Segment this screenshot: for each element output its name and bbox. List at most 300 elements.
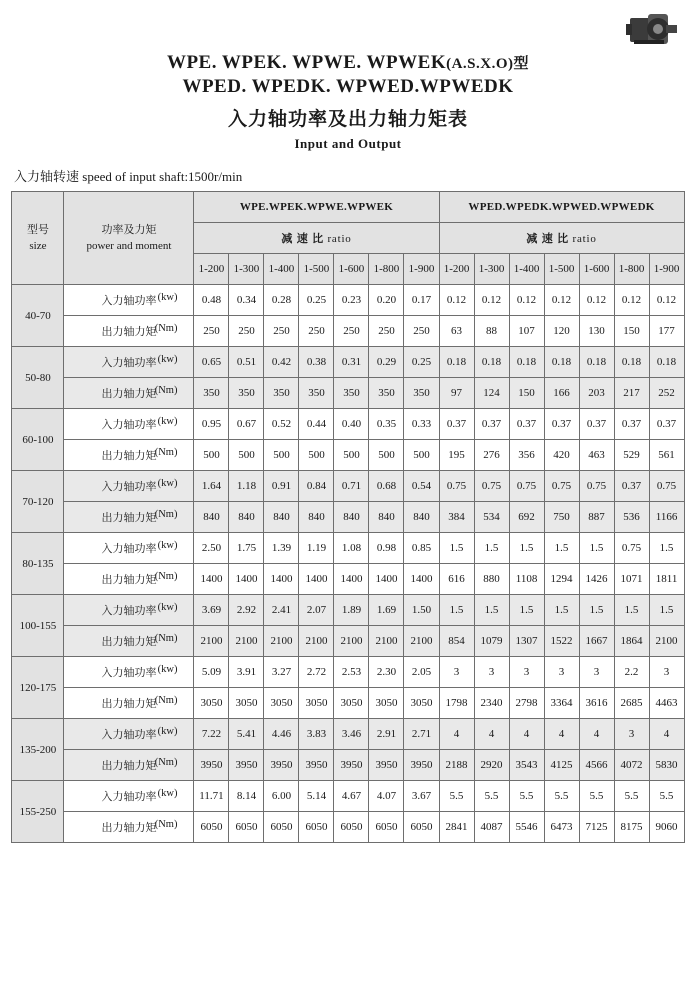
- cell-moment-value: 250: [194, 316, 229, 347]
- cell-moment-value: 840: [334, 502, 369, 533]
- cell-moment-value: 384: [439, 502, 474, 533]
- row-unit-moment: (Nm): [154, 447, 178, 458]
- cell-moment-value: 3950: [194, 750, 229, 781]
- cell-moment-value: 250: [299, 316, 334, 347]
- cell-power-value: 2.53: [334, 657, 369, 688]
- cell-moment-value: 2188: [439, 750, 474, 781]
- cell-moment-value: 500: [299, 440, 334, 471]
- cell-moment-value: 250: [334, 316, 369, 347]
- cell-moment-value: 150: [509, 378, 544, 409]
- cell-power-value: 3: [509, 657, 544, 688]
- cell-moment-value: 350: [334, 378, 369, 409]
- cell-power-value: 5.14: [299, 781, 334, 812]
- header-power-moment: [64, 192, 194, 285]
- cell-power-value: 0.34: [229, 285, 264, 316]
- cell-power-value: 3.27: [264, 657, 299, 688]
- cell-power-value: 5.5: [509, 781, 544, 812]
- cell-power-value: 1.5: [614, 595, 649, 626]
- cell-power-value: 1.5: [544, 595, 579, 626]
- cell-power-value: 0.12: [579, 285, 614, 316]
- cell-power-value: 4: [544, 719, 579, 750]
- cell-power-value: 0.18: [439, 347, 474, 378]
- cell-moment-value: 854: [439, 626, 474, 657]
- cell-moment-value: 6050: [194, 812, 229, 843]
- row-size-label: 60-100: [12, 409, 64, 471]
- cell-power-value: 2.05: [404, 657, 439, 688]
- cell-power-value: 0.67: [229, 409, 264, 440]
- ratio-col-header: 1-500: [299, 254, 334, 285]
- cell-power-value: 0.12: [544, 285, 579, 316]
- row-label-power: [64, 533, 194, 564]
- cell-moment-value: 3050: [299, 688, 334, 719]
- cell-moment-value: 1071: [614, 564, 649, 595]
- row-label-power: [64, 471, 194, 502]
- title-chinese: 入力轴功率及出力轴力矩表: [227, 109, 468, 130]
- row-unit-power: (kw): [157, 602, 178, 613]
- row-label-power-text: 入力轴功率: [101, 667, 157, 679]
- cell-moment-value: 2100: [229, 626, 264, 657]
- row-label-power-text: 入力轴功率: [101, 791, 157, 803]
- cell-power-value: 0.37: [649, 409, 684, 440]
- cell-moment-value: 561: [649, 440, 684, 471]
- cell-moment-value: 880: [474, 564, 509, 595]
- cell-power-value: 0.98: [369, 533, 404, 564]
- cell-power-value: 4: [579, 719, 614, 750]
- cell-moment-value: 1522: [544, 626, 579, 657]
- cell-power-value: 2.41: [264, 595, 299, 626]
- cell-moment-value: 203: [579, 378, 614, 409]
- cell-power-value: 3: [579, 657, 614, 688]
- cell-moment-value: 500: [369, 440, 404, 471]
- row-label-moment-text: 出力轴力矩: [101, 388, 157, 400]
- row-label-power: [64, 347, 194, 378]
- row-unit-moment: (Nm): [154, 509, 178, 520]
- cell-power-value: 0.12: [509, 285, 544, 316]
- header-size-en: size: [29, 240, 47, 252]
- cell-moment-value: 3050: [369, 688, 404, 719]
- row-label-power: [64, 719, 194, 750]
- cell-power-value: 1.5: [649, 533, 684, 564]
- cell-moment-value: 120: [544, 316, 579, 347]
- cell-moment-value: 9060: [649, 812, 684, 843]
- cell-moment-value: 750: [544, 502, 579, 533]
- cell-power-value: 4.07: [369, 781, 404, 812]
- cell-power-value: 3: [474, 657, 509, 688]
- cell-moment-value: 3050: [404, 688, 439, 719]
- cell-power-value: 5.5: [579, 781, 614, 812]
- row-label-power-text: 入力轴功率: [101, 605, 157, 617]
- cell-moment-value: 1667: [579, 626, 614, 657]
- cell-power-value: 4: [439, 719, 474, 750]
- cell-power-value: 0.33: [404, 409, 439, 440]
- cell-moment-value: 1294: [544, 564, 579, 595]
- row-label-moment-text: 出力轴力矩: [101, 760, 157, 772]
- cell-moment-value: 500: [404, 440, 439, 471]
- row-size-label: 155-250: [12, 781, 64, 843]
- cell-moment-value: 6050: [299, 812, 334, 843]
- row-label-power-text: 入力轴功率: [101, 295, 157, 307]
- cell-moment-value: 6050: [404, 812, 439, 843]
- cell-power-value: 1.5: [544, 533, 579, 564]
- row-label-moment-text: 出力轴力矩: [101, 574, 157, 586]
- cell-moment-value: 252: [649, 378, 684, 409]
- cell-moment-value: 840: [369, 502, 404, 533]
- header-ratio-right-en: ratio: [572, 233, 597, 245]
- cell-moment-value: 3950: [404, 750, 439, 781]
- cell-moment-value: 2798: [509, 688, 544, 719]
- row-size-label: 50-80: [12, 347, 64, 409]
- row-label-power-text: 入力轴功率: [101, 481, 157, 493]
- cell-power-value: 5.5: [474, 781, 509, 812]
- header-ratio-right-cn: 减 速 比: [526, 233, 569, 245]
- row-label-moment-text: 出力轴力矩: [101, 512, 157, 524]
- row-label-power-text: 入力轴功率: [101, 543, 157, 555]
- title-line-1: [0, 52, 696, 74]
- row-label-moment-text: 出力轴力矩: [101, 698, 157, 710]
- cell-power-value: 6.00: [264, 781, 299, 812]
- cell-power-value: 1.5: [474, 595, 509, 626]
- cell-power-value: 1.5: [579, 533, 614, 564]
- row-label-moment: [64, 688, 194, 719]
- cell-moment-value: 3050: [229, 688, 264, 719]
- cell-moment-value: 250: [229, 316, 264, 347]
- cell-power-value: 4: [474, 719, 509, 750]
- ratio-col-header: 1-300: [229, 254, 264, 285]
- row-unit-moment: (Nm): [154, 323, 178, 334]
- cell-power-value: 0.42: [264, 347, 299, 378]
- cell-power-value: 5.5: [544, 781, 579, 812]
- cell-moment-value: 195: [439, 440, 474, 471]
- cell-power-value: 4.67: [334, 781, 369, 812]
- row-size-label: 70-120: [12, 471, 64, 533]
- cell-moment-value: 1864: [614, 626, 649, 657]
- cell-power-value: 4: [649, 719, 684, 750]
- row-size-label: 120-175: [12, 657, 64, 719]
- row-unit-power: (kw): [157, 292, 178, 303]
- cell-power-value: 3.83: [299, 719, 334, 750]
- cell-power-value: 4: [509, 719, 544, 750]
- cell-moment-value: 250: [404, 316, 439, 347]
- input-shaft-speed-label-en: speed of input shaft:1500r/min: [82, 169, 243, 184]
- cell-moment-value: 6050: [229, 812, 264, 843]
- cell-power-value: 3: [439, 657, 474, 688]
- cell-power-value: 2.71: [404, 719, 439, 750]
- table-row: [12, 750, 684, 781]
- row-unit-moment: (Nm): [154, 633, 178, 644]
- cell-moment-value: 130: [579, 316, 614, 347]
- table-row: [12, 657, 684, 688]
- cell-moment-value: 5830: [649, 750, 684, 781]
- cell-power-value: 1.5: [474, 533, 509, 564]
- cell-power-value: 5.41: [229, 719, 264, 750]
- cell-power-value: 1.64: [194, 471, 229, 502]
- cell-power-value: 1.5: [509, 533, 544, 564]
- cell-moment-value: 250: [264, 316, 299, 347]
- cell-moment-value: 1400: [264, 564, 299, 595]
- cell-power-value: 5.09: [194, 657, 229, 688]
- cell-moment-value: 1400: [194, 564, 229, 595]
- cell-power-value: 3: [614, 719, 649, 750]
- cell-power-value: 0.95: [194, 409, 229, 440]
- input-shaft-speed-label-cn: 入力轴转速: [14, 169, 80, 184]
- cell-moment-value: 529: [614, 440, 649, 471]
- row-label-moment-text: 出力轴力矩: [101, 822, 157, 834]
- cell-moment-value: 6050: [264, 812, 299, 843]
- row-size-label: 135-200: [12, 719, 64, 781]
- cell-power-value: 0.23: [334, 285, 369, 316]
- cell-moment-value: 3543: [509, 750, 544, 781]
- cell-moment-value: 107: [509, 316, 544, 347]
- cell-moment-value: 3950: [299, 750, 334, 781]
- cell-moment-value: 500: [194, 440, 229, 471]
- cell-moment-value: 5546: [509, 812, 544, 843]
- row-unit-power: (kw): [157, 416, 178, 427]
- cell-moment-value: 3950: [264, 750, 299, 781]
- cell-moment-value: 7125: [579, 812, 614, 843]
- row-label-moment: [64, 812, 194, 843]
- cell-power-value: 0.18: [544, 347, 579, 378]
- cell-power-value: 1.5: [649, 595, 684, 626]
- table-row: [12, 719, 684, 750]
- cell-power-value: 0.37: [474, 409, 509, 440]
- cell-power-value: 3.46: [334, 719, 369, 750]
- cell-power-value: 0.84: [299, 471, 334, 502]
- table-row: [12, 595, 684, 626]
- cell-power-value: 0.18: [579, 347, 614, 378]
- cell-power-value: 1.75: [229, 533, 264, 564]
- cell-power-value: 0.25: [404, 347, 439, 378]
- row-label-power-text: 入力轴功率: [101, 357, 157, 369]
- ratio-col-header: 1-400: [509, 254, 544, 285]
- cell-power-value: 0.29: [369, 347, 404, 378]
- cell-moment-value: 3950: [369, 750, 404, 781]
- cell-moment-value: 500: [264, 440, 299, 471]
- row-label-power: [64, 285, 194, 316]
- cell-power-value: 5.5: [439, 781, 474, 812]
- table-row: [12, 378, 684, 409]
- cell-power-value: 3.67: [404, 781, 439, 812]
- table-row: [12, 316, 684, 347]
- cell-moment-value: 2100: [299, 626, 334, 657]
- title-line-2: WPED. WPEDK. WPWED.WPWEDK: [182, 76, 514, 97]
- row-label-moment: [64, 378, 194, 409]
- cell-moment-value: 1798: [439, 688, 474, 719]
- cell-moment-value: 840: [194, 502, 229, 533]
- cell-moment-value: 350: [299, 378, 334, 409]
- power-moment-table: [11, 191, 684, 843]
- cell-power-value: 2.91: [369, 719, 404, 750]
- ratio-col-header: 1-900: [404, 254, 439, 285]
- cell-moment-value: 1400: [404, 564, 439, 595]
- cell-moment-value: 500: [229, 440, 264, 471]
- cell-power-value: 0.12: [614, 285, 649, 316]
- cell-power-value: 0.75: [614, 533, 649, 564]
- cell-power-value: 0.75: [474, 471, 509, 502]
- cell-moment-value: 124: [474, 378, 509, 409]
- row-unit-power: (kw): [157, 788, 178, 799]
- cell-power-value: 2.2: [614, 657, 649, 688]
- cell-power-value: 0.37: [614, 471, 649, 502]
- row-unit-moment: (Nm): [154, 571, 178, 582]
- cell-moment-value: 350: [194, 378, 229, 409]
- cell-moment-value: 4125: [544, 750, 579, 781]
- cell-power-value: 3.91: [229, 657, 264, 688]
- cell-moment-value: 1400: [369, 564, 404, 595]
- title-block: [0, 0, 696, 152]
- cell-power-value: 11.71: [194, 781, 229, 812]
- cell-moment-value: 3950: [229, 750, 264, 781]
- cell-moment-value: 1079: [474, 626, 509, 657]
- cell-power-value: 1.18: [229, 471, 264, 502]
- cell-power-value: 2.72: [299, 657, 334, 688]
- cell-power-value: 0.91: [264, 471, 299, 502]
- input-shaft-speed: [14, 166, 696, 185]
- cell-power-value: 0.25: [299, 285, 334, 316]
- row-size-label: 40-70: [12, 285, 64, 347]
- cell-moment-value: 840: [404, 502, 439, 533]
- row-unit-moment: (Nm): [154, 695, 178, 706]
- row-unit-moment: (Nm): [154, 757, 178, 768]
- cell-moment-value: 4072: [614, 750, 649, 781]
- row-unit-power: (kw): [157, 540, 178, 551]
- cell-power-value: 1.5: [579, 595, 614, 626]
- cell-moment-value: 350: [369, 378, 404, 409]
- cell-moment-value: 97: [439, 378, 474, 409]
- row-label-moment-text: 出力轴力矩: [101, 636, 157, 648]
- cell-power-value: 3: [649, 657, 684, 688]
- cell-moment-value: 1400: [334, 564, 369, 595]
- cell-moment-value: 6050: [334, 812, 369, 843]
- cell-moment-value: 356: [509, 440, 544, 471]
- cell-moment-value: 1400: [229, 564, 264, 595]
- cell-power-value: 0.12: [439, 285, 474, 316]
- ratio-col-header: 1-900: [649, 254, 684, 285]
- table-row: [12, 471, 684, 502]
- row-label-power: [64, 657, 194, 688]
- cell-moment-value: 4463: [649, 688, 684, 719]
- cell-power-value: 0.75: [509, 471, 544, 502]
- title-english: Input and Output: [294, 136, 402, 151]
- cell-power-value: 0.71: [334, 471, 369, 502]
- cell-moment-value: 1400: [299, 564, 334, 595]
- cell-power-value: 0.18: [509, 347, 544, 378]
- cell-power-value: 0.85: [404, 533, 439, 564]
- cell-power-value: 3.69: [194, 595, 229, 626]
- cell-moment-value: 2100: [404, 626, 439, 657]
- header-group-right: WPED.WPEDK.WPWED.WPWEDK: [439, 192, 684, 223]
- table-row: [12, 564, 684, 595]
- cell-power-value: 7.22: [194, 719, 229, 750]
- cell-moment-value: 166: [544, 378, 579, 409]
- cell-moment-value: 4566: [579, 750, 614, 781]
- row-label-moment: [64, 316, 194, 347]
- gearbox-icon: [624, 10, 680, 52]
- table-row: [12, 533, 684, 564]
- row-label-moment: [64, 750, 194, 781]
- cell-moment-value: 3616: [579, 688, 614, 719]
- cell-moment-value: 3050: [264, 688, 299, 719]
- header-group-left: WPE.WPEK.WPWE.WPWEK: [194, 192, 439, 223]
- cell-moment-value: 3050: [194, 688, 229, 719]
- cell-moment-value: 276: [474, 440, 509, 471]
- cell-power-value: 0.35: [369, 409, 404, 440]
- cell-moment-value: 2100: [334, 626, 369, 657]
- cell-moment-value: 2100: [264, 626, 299, 657]
- cell-moment-value: 2841: [439, 812, 474, 843]
- row-size-label: 100-155: [12, 595, 64, 657]
- row-label-power-text: 入力轴功率: [101, 729, 157, 741]
- cell-power-value: 0.54: [404, 471, 439, 502]
- row-label-moment: [64, 440, 194, 471]
- cell-moment-value: 350: [404, 378, 439, 409]
- cell-power-value: 0.37: [544, 409, 579, 440]
- cell-moment-value: 3364: [544, 688, 579, 719]
- cell-moment-value: 840: [229, 502, 264, 533]
- cell-power-value: 0.40: [334, 409, 369, 440]
- cell-power-value: 4.46: [264, 719, 299, 750]
- cell-power-value: 1.19: [299, 533, 334, 564]
- row-label-power: [64, 595, 194, 626]
- ratio-col-header: 1-300: [474, 254, 509, 285]
- cell-power-value: 1.69: [369, 595, 404, 626]
- cell-moment-value: 1426: [579, 564, 614, 595]
- header-size: [12, 192, 64, 285]
- row-label-moment-text: 出力轴力矩: [101, 450, 157, 462]
- cell-power-value: 0.18: [474, 347, 509, 378]
- row-label-moment: [64, 502, 194, 533]
- cell-power-value: 0.20: [369, 285, 404, 316]
- ratio-col-header: 1-200: [194, 254, 229, 285]
- cell-moment-value: 63: [439, 316, 474, 347]
- cell-moment-value: 8175: [614, 812, 649, 843]
- cell-moment-value: 177: [649, 316, 684, 347]
- table-row: [12, 409, 684, 440]
- row-unit-power: (kw): [157, 726, 178, 737]
- row-label-moment-text: 出力轴力矩: [101, 326, 157, 338]
- table-row: [12, 285, 684, 316]
- cell-power-value: 0.31: [334, 347, 369, 378]
- cell-power-value: 0.37: [439, 409, 474, 440]
- row-unit-power: (kw): [157, 478, 178, 489]
- cell-moment-value: 217: [614, 378, 649, 409]
- title-models-line-1: WPE. WPEK. WPWE. WPWEK: [166, 52, 447, 73]
- cell-power-value: 0.18: [614, 347, 649, 378]
- cell-moment-value: 2100: [194, 626, 229, 657]
- cell-power-value: 1.5: [439, 595, 474, 626]
- table-row: [12, 440, 684, 471]
- header-ratio-left-cn: 减 速 比: [281, 233, 324, 245]
- table-row: [12, 812, 684, 843]
- row-label-power: [64, 781, 194, 812]
- cell-moment-value: 534: [474, 502, 509, 533]
- cell-power-value: 2.30: [369, 657, 404, 688]
- cell-power-value: 0.37: [579, 409, 614, 440]
- cell-moment-value: 88: [474, 316, 509, 347]
- cell-power-value: 0.68: [369, 471, 404, 502]
- row-unit-power: (kw): [157, 354, 178, 365]
- cell-power-value: 0.18: [649, 347, 684, 378]
- cell-power-value: 3: [544, 657, 579, 688]
- cell-moment-value: 2340: [474, 688, 509, 719]
- cell-power-value: 0.44: [299, 409, 334, 440]
- cell-moment-value: 4087: [474, 812, 509, 843]
- cell-moment-value: 1166: [649, 502, 684, 533]
- title-asxo-suffix: (A.S.X.O)型: [446, 56, 530, 72]
- cell-moment-value: 3050: [334, 688, 369, 719]
- ratio-col-header: 1-800: [614, 254, 649, 285]
- cell-power-value: 0.38: [299, 347, 334, 378]
- cell-moment-value: 463: [579, 440, 614, 471]
